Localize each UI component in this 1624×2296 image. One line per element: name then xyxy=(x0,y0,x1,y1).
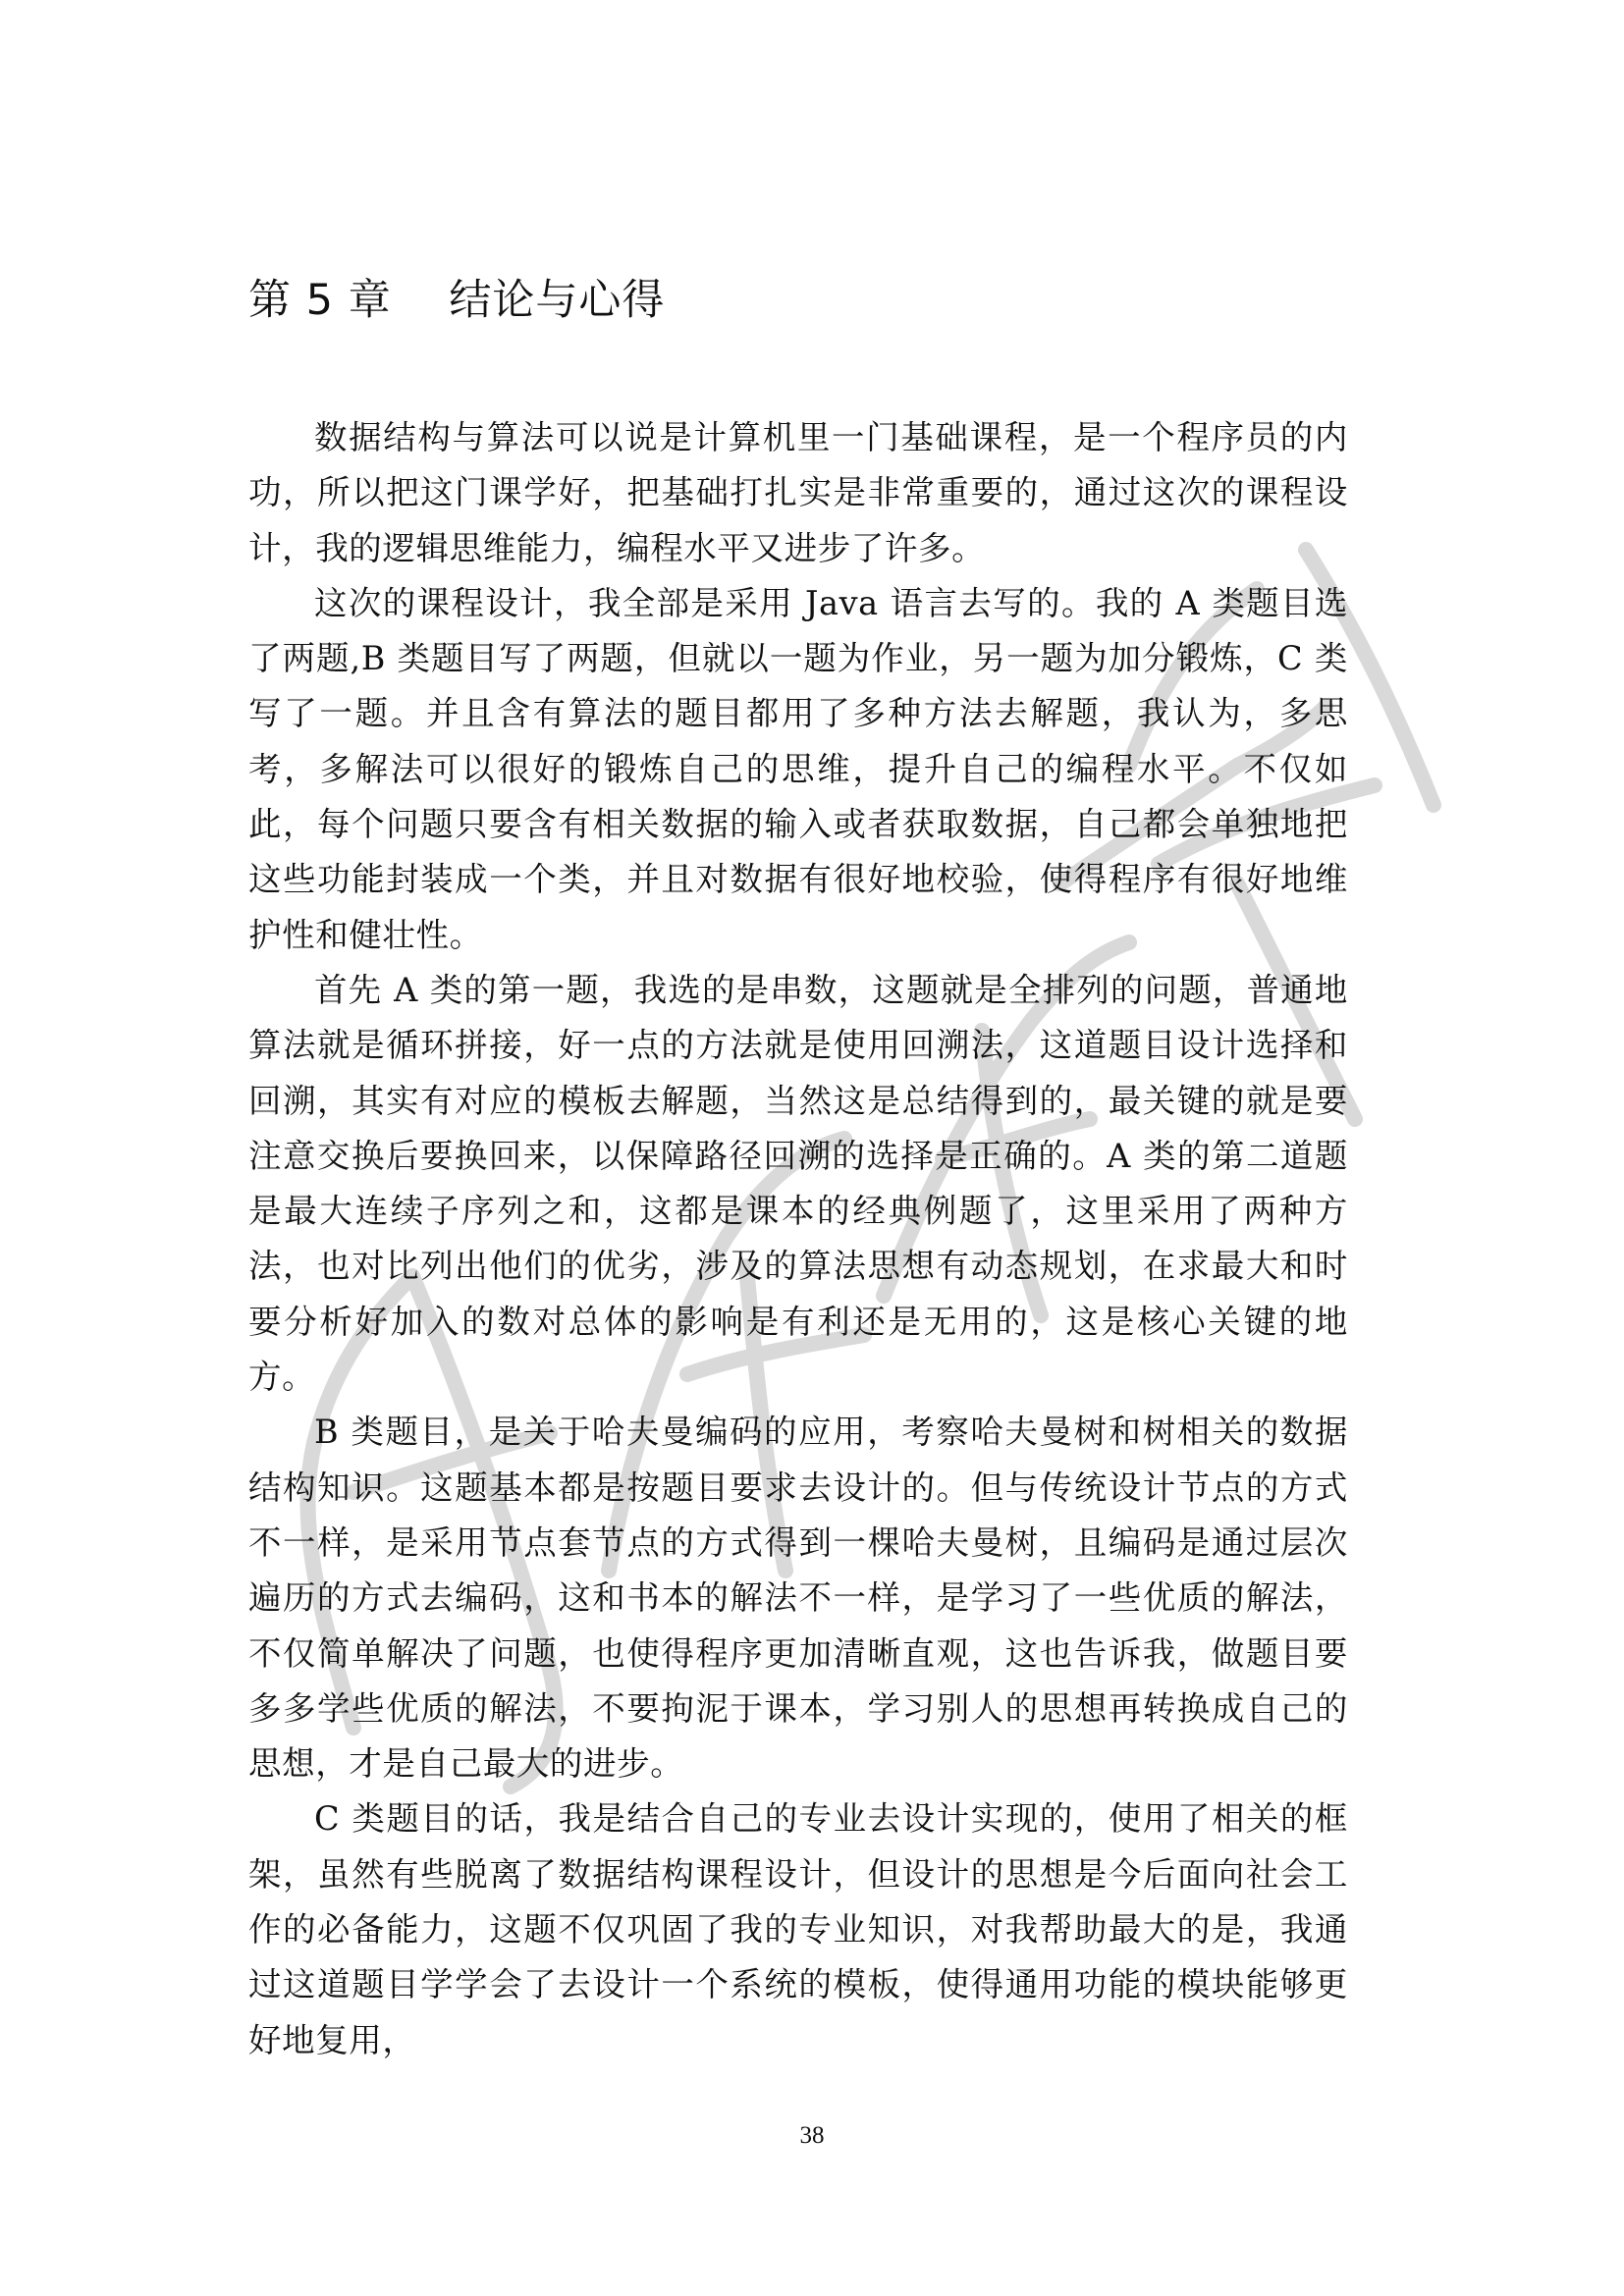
paragraph: 这次的课程设计，我全部是采用 Java 语言去写的。我的 A 类题目选了两题,B 类题目写了两题，但就以一题为作业，另一题为加分锻炼，C 类写了一题。并且含有算法的题目都用了多种方法去解题，我认为，多思考，多解法可以很好的锻炼自己的思维，提升自己的编程水平。不仅如此，每个问题只要含有相关数据的输入或者获取数据，自己都会单独地把这些功能封装成一个类，并且对数据有很好地校验，使得程序有很好地维护性和健壮性。 xyxy=(248,583,1348,954)
paragraph: 数据结构与算法可以说是计算机里一门基础课程，是一个程序员的内功，所以把这门课学好，把基础打扎实是非常重要的，通过这次的课程设计，我的逻辑思维能力，编程水平又进步了许多。 xyxy=(248,418,1348,567)
body-text xyxy=(248,410,1348,2068)
paragraph: 首先 A 类的第一题，我选的是串数，这题就是全排列的问题，普通地算法就是循环拼接，好一点的方法就是使用回溯法，这道题目设计选择和回溯，其实有对应的模板去解题，当然这是总结得到的，最关键的就是要注意交换后要换回来，以保障路径回溯的选择是正确的。A 类的第二道题是最大连续子序列之和，这都是课本的经典例题了，这里采用了两种方法，也对比列出他们的优劣，涉及的算法思想有动态规划，在求最大和时要分析好加入的数对总体的影响是有利还是无用的，这是核心关键的地方。 xyxy=(248,970,1348,1397)
paragraph: B 类题目，是关于哈夫曼编码的应用，考察哈夫曼树和树相关的数据结构知识。这题基本都是按题目要求去设计的。但与传统设计节点的方式不一样，是采用节点套节点的方式得到一棵哈夫曼树，且编码是通过层次遍历的方式去编码，这和书本的解法不一样，是学习了一些优质的解法，不仅简单解决了问题，也使得程序更加清晰直观，这也告诉我，做题目要多多学些优质的解法，不要拘泥于课本，学习别人的思想再转换成自己的思想，才是自己最大的进步。 xyxy=(248,1413,1348,1784)
paragraph: C 类题目的话，我是结合自己的专业去设计实现的，使用了相关的框架，虽然有些脱离了数据结构课程设计，但设计的思想是今后面向社会工作的必备能力，这题不仅巩固了我的专业知识，对我帮助最大的是，我通过这道题目学学会了去设计一个系统的模板，使得通用功能的模块能够更好地复用， xyxy=(248,1799,1348,2059)
page-number: 38 xyxy=(799,2122,825,2149)
chapter-heading: 第 5 章 结论与心得 xyxy=(248,276,666,325)
